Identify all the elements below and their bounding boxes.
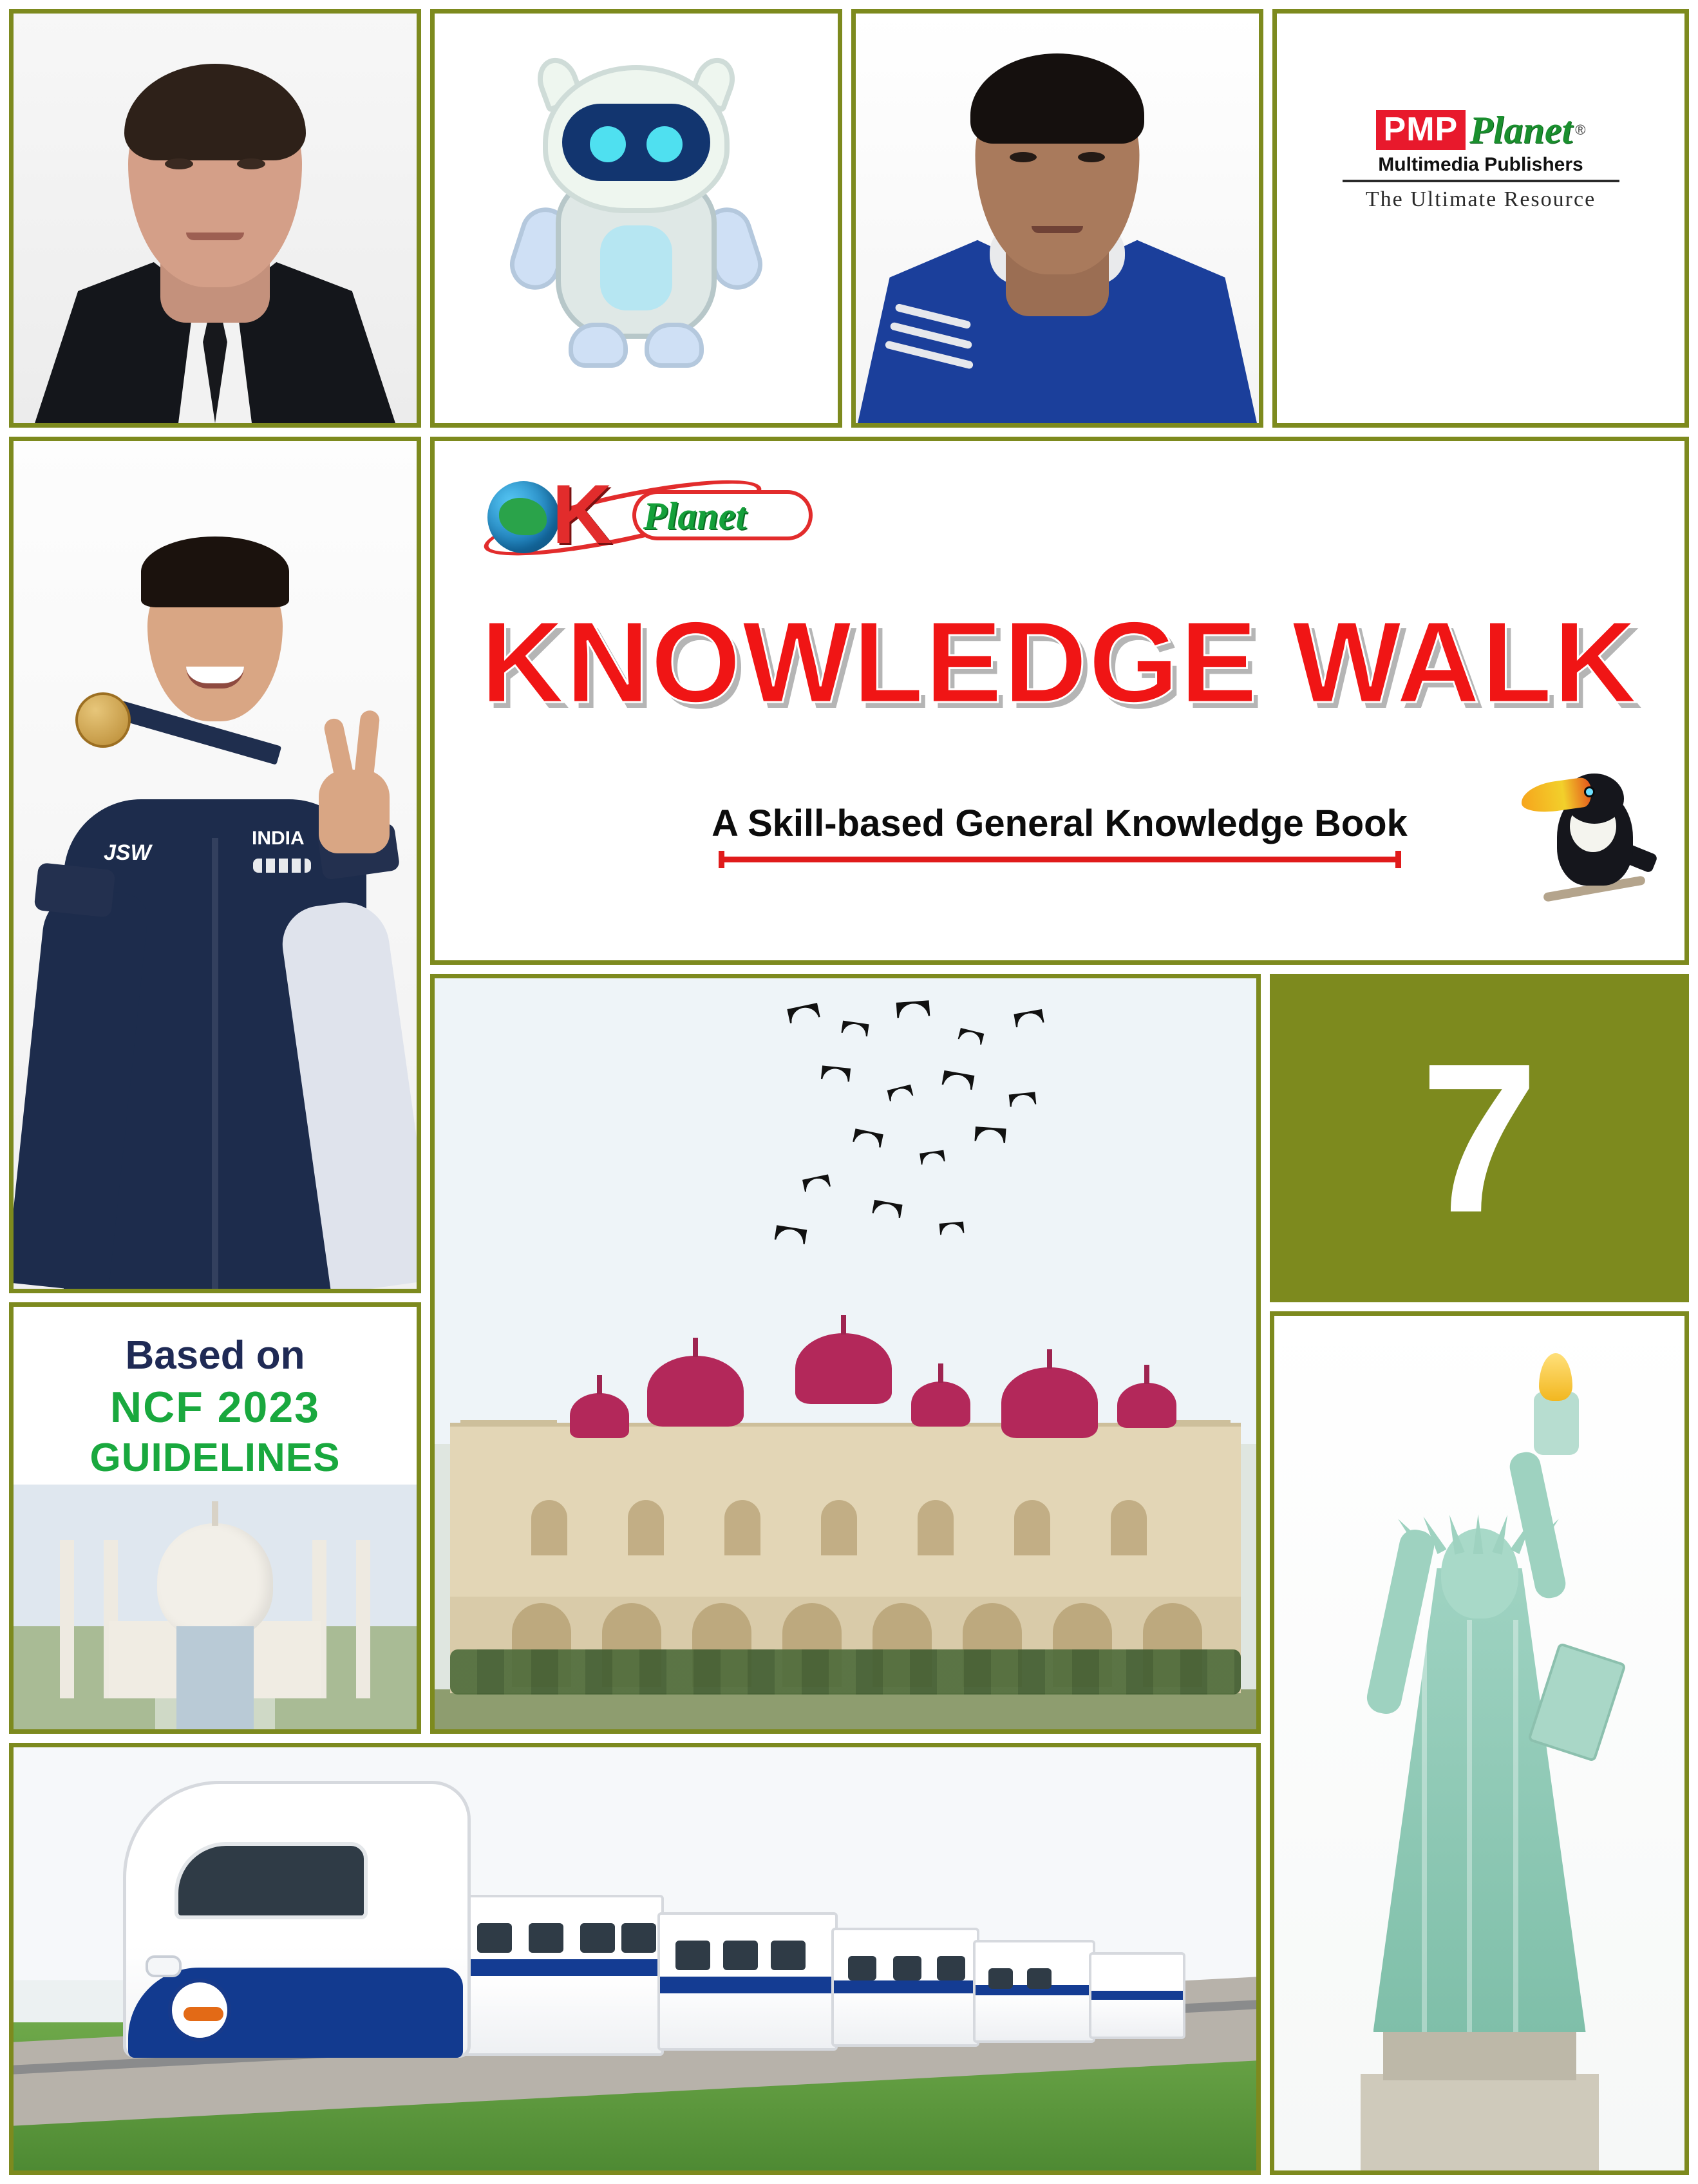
bird-icon <box>872 1200 902 1218</box>
mouth-shape <box>186 233 244 240</box>
robe-fold <box>1513 1620 1518 2032</box>
publisher-logo-panel <box>1272 9 1689 428</box>
publisher-logo <box>1376 110 1586 150</box>
cuff-left <box>33 862 115 918</box>
coach-stripe <box>460 1959 661 1976</box>
bird-icon <box>958 1028 985 1045</box>
crown-spike <box>1473 1514 1484 1554</box>
mouth-shape <box>1032 226 1083 233</box>
train-coach <box>973 1940 1095 2043</box>
robe-fold <box>1467 1620 1472 2032</box>
hedge-row <box>450 1649 1241 1695</box>
train-coach <box>458 1895 664 2056</box>
palace-window <box>628 1500 664 1555</box>
globe-icon <box>487 481 560 553</box>
coach-window <box>529 1923 563 1953</box>
palace-dome <box>795 1333 892 1404</box>
coach-window <box>893 1956 921 1980</box>
coach-window <box>937 1956 965 1980</box>
palace-window <box>918 1500 954 1555</box>
publisher-subtitle: Multimedia Publishers <box>1378 154 1583 175</box>
train-coach <box>657 1912 838 2051</box>
bird-icon <box>939 1222 965 1235</box>
taj-dome <box>157 1523 273 1639</box>
robot-eye-right <box>646 126 683 162</box>
photo-portrait-astronaut <box>851 9 1263 428</box>
hair-front-shape <box>141 537 289 607</box>
series-logo-letter-k: K <box>552 467 612 561</box>
crown-shape <box>1406 1509 1554 1554</box>
eye-shape <box>1584 786 1595 797</box>
coach-window <box>477 1923 512 1953</box>
photo-vande-bharat-train <box>9 1743 1261 2175</box>
bird-icon <box>1014 1009 1044 1027</box>
bird-icon <box>853 1128 883 1148</box>
bird-icon <box>802 1174 831 1192</box>
ground <box>435 1689 1256 1729</box>
photo-mysore-palace <box>430 974 1261 1734</box>
robot-eye-left <box>590 126 626 162</box>
coach-window <box>988 1968 1013 1989</box>
subtitle-underline <box>719 857 1401 862</box>
book-subtitle: A Skill-based General Knowledge Book <box>712 802 1408 844</box>
series-logo-planet-word: Planet <box>643 495 746 537</box>
palace-window <box>821 1500 857 1555</box>
jacket-country-label: INDIA <box>252 828 305 849</box>
eye-right-shape <box>1078 152 1105 162</box>
coach-window <box>771 1941 806 1970</box>
headlight <box>146 1955 182 1977</box>
bird-icon <box>787 1003 820 1023</box>
robot-foot-left <box>569 323 628 368</box>
coach-window <box>848 1956 876 1980</box>
robot-foot-right <box>645 323 704 368</box>
pedestal-lower <box>1361 2074 1599 2170</box>
ncf-badge-panel <box>9 1302 421 1734</box>
olympic-medal <box>75 692 131 748</box>
palace-window <box>1014 1500 1050 1555</box>
crown-spike <box>1444 1514 1465 1555</box>
palace-dome <box>1117 1383 1176 1428</box>
hand-victory-sign <box>319 770 390 853</box>
photo-portrait-entrepreneur <box>9 9 421 428</box>
reflecting-pool <box>176 1626 254 1729</box>
palace-dome <box>911 1382 970 1427</box>
coach-window <box>723 1941 758 1970</box>
palace-dome <box>570 1393 629 1438</box>
train-coach <box>1089 1952 1185 2039</box>
grade-number: 7 <box>1420 1019 1539 1257</box>
palace-dome <box>647 1356 744 1427</box>
bird-icon <box>887 1085 914 1101</box>
jacket-sponsor-label: JSW <box>104 840 151 865</box>
crown-spike <box>1492 1514 1513 1555</box>
illustration-toucan <box>1517 750 1665 944</box>
robot-belly-panel <box>594 220 678 316</box>
photo-taj-mahal <box>14 1485 417 1729</box>
series-logo <box>475 463 809 560</box>
bird-icon <box>1009 1092 1037 1106</box>
coach-window <box>580 1923 615 1953</box>
bird-icon <box>974 1126 1006 1143</box>
publisher-mark: PMP <box>1376 110 1466 150</box>
coach-stripe <box>1091 1991 1183 2000</box>
bird-icon <box>821 1065 851 1081</box>
title-panel <box>430 437 1689 965</box>
palace-dome <box>1001 1367 1098 1438</box>
minaret <box>356 1540 370 1698</box>
publisher-planet-word: Planet <box>1469 109 1573 151</box>
registered-trademark-icon: ® <box>1575 122 1586 138</box>
bird-icon <box>841 1021 869 1037</box>
coach-stripe <box>834 1980 977 1993</box>
robot-visor <box>562 104 710 181</box>
eye-left-shape <box>1010 152 1037 162</box>
coach-window <box>1027 1968 1052 1989</box>
publisher-tagline: The Ultimate Resource <box>1365 187 1596 211</box>
divider <box>1343 180 1619 182</box>
driver-cab-window <box>175 1842 368 1919</box>
photo-portrait-olympic-medalist <box>9 437 421 1293</box>
palace-window <box>1111 1500 1147 1555</box>
bird-icon <box>920 1150 945 1165</box>
illustration-robot <box>430 9 842 428</box>
coach-window <box>621 1923 656 1953</box>
badge-line-3: GUIDELINES <box>90 1436 341 1480</box>
olympic-rings-icon <box>253 859 311 873</box>
badge-line-1: Based on <box>125 1333 305 1378</box>
bird-icon <box>942 1070 975 1090</box>
bird-icon <box>896 1000 930 1018</box>
bird-icon <box>775 1225 807 1244</box>
robe-fold <box>1422 1620 1427 2032</box>
eye-left-shape <box>165 158 193 169</box>
coach-window <box>675 1941 710 1970</box>
jacket-zip <box>212 838 218 1289</box>
palace-window <box>531 1500 567 1555</box>
photo-statue-of-liberty <box>1270 1311 1689 2175</box>
bird-flock <box>767 998 1127 1268</box>
torch-shape <box>1534 1392 1579 1455</box>
train-coach <box>831 1928 979 2047</box>
minaret <box>60 1540 74 1698</box>
grade-level-badge <box>1270 974 1689 1302</box>
palace-window <box>724 1500 760 1555</box>
railway-emblem-icon <box>168 1979 231 2042</box>
book-title: KNOWLEDGE WALK <box>480 598 1639 727</box>
eye-right-shape <box>237 158 265 169</box>
coach-stripe <box>660 1977 835 1993</box>
badge-line-2: NCF 2023 <box>110 1383 320 1432</box>
